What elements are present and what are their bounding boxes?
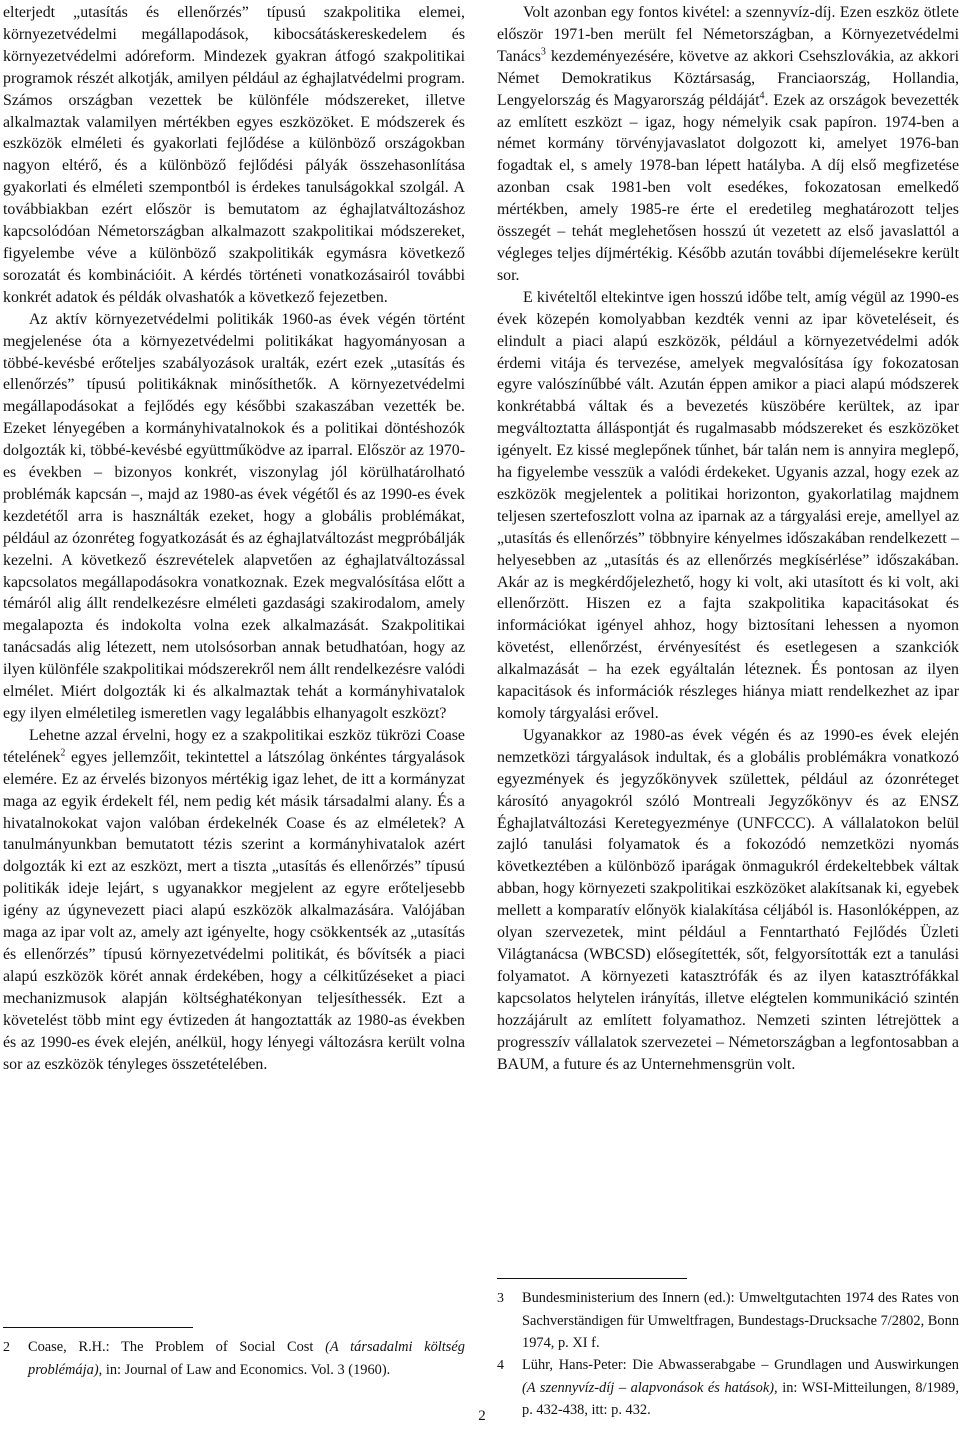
footnote-number: 4 [497,1358,504,1373]
right-column [497,2,959,1075]
footnotes-right [497,1278,959,1421]
footnote-italic-text: (A szennyvíz-díj – alapvonások és hatások) [522,1380,775,1396]
footnote-3 [497,1287,959,1354]
left-column [3,2,465,1075]
footnote-divider [497,1278,687,1279]
paragraph: E kivételtől eltekintve igen hosszú időbe telt, amíg végül az 1990-es évek közepén komolyabban kezdték venni az ipar követeléseit, és elindult a piaci alapú eszközök, például a környezetvédelmi adók érdemi vitája és tervezése, amelyek megvalósítása így fokozatosan egyre valószínűbbé vált. Azután éppen amikor a piaci alapú módszerek konkrétabbá váltak és a bevezetés küszöbére kerültek, az ipar megváltoztatta álláspontját és rugalmasabb módszereket és eszközöket igényelt. Ez kissé meglepőnek tűnhet, bár talán nem is annyira meglepő, ha figyelembe vesszük a valódi érdekeket. Ugyanis azzal, hogy ezek az eszközök megjelentek a politikai horizonton, gyakorlatilag majdnem teljesen szertefoszlott volna az iparnak az a tárgyalási ereje, amellyel az „utasítás és ellenőrzés” többnyire kényelmes időszakában rendelkezett – helyesebben az „utasítás és az ellenőrzés megkísérlése” időszakában. Akár az is megkérdőjelezhető, hogy ki volt, aki utasított és ki volt, aki ellenőrzött. Hiszen ez a fajta szakpolitika kapacitásokat és információkat igényel ahhoz, hogy biztosítani lehessen a nyomon követést, ellenőrzést, érvényesítést és esetlegesen a szankciók alkalmazását – ha ezek egyáltalán léteznek. És pontosan az ilyen kapacitások és információk részleges hiánya miatt rendelkezhet az ipar komoly tárgyalási erővel. [497,288,959,722]
footnote-marker: 2 [60,747,66,759]
paragraph [497,2,959,287]
footnote-text: , in: WSI-Mitteilungen, 8/1989, p. 432-438, itt: p. 432. [522,1380,959,1418]
footnote-4 [497,1354,959,1421]
paragraph-text: Lehetne azzal érvelni, hogy ez a szakpolitikai eszköz tükrözi Coase tételének [3,726,465,766]
footnote-2 [3,1336,465,1381]
paragraph: Az aktív környezetvédelmi politikák 1960-as évek végén történt megjelenése óta a környezetvédelmi politikákat hagyományosan a többé-kevésbé erőteljes szabályozások uralták, ezért ezek „utasítás és ellenőrzés” típusú politikáknak minősíthetők. A környezetvédelmi megállapodásokat a fejlődés egy későbbi szakaszában vezették be. Ezeket lényegében a kormányhivatalnokok és a politikai döntéshozók dolgozták ki, többé-kevésbé együttműködve az iparral. Először az 1970-es években – bizonyos konkrét, viszonylag jól körülhatárolható problémák kapcsán –, majd az 1980-as évek végétől és az 1990-es évek kezdetétől arra is használták ezeket, hogy a globális problémákat, például az ózonréteg fogyatkozását és az éghajlatváltozást megpróbálják kezelni. A következő észrevételek alapvetően az éghajlatváltozással kapcsolatos megállapodásokra vonatkoznak. Ezek megvalósítása előtt a témáról alig állt rendelkezésre elméleti gazdasági szakirodalom, amely megalapozta és indokolta volna ezek alkalmazását. Szakpolitikai tanácsadás alig létezett, nem utolsósorban annak betudhatóan, hogy az ilyen különféle szakpolitikai módszerekről nem állt rendelkezésre valódi elmélet. Miért dolgozták ki és alkalmaztak tehát a kormányhivatalok egy ilyen elméletileg ismeretlen vagy legalábbis elhanyagolt eszközt? [3,310,465,722]
footnote-marker: 3 [540,46,546,58]
footnote-number: 3 [497,1291,504,1306]
footnote-italic-text: (A társadalmi költség problémája) [28,1339,465,1378]
paragraph-text: Volt azonban egy fontos kivétel: a szennyvíz-díj. Ezen eszköz ötlete először 1971-ben merült fel Németországban, a Környezetvédelmi Tanács [497,4,959,65]
footnote-number: 2 [3,1340,10,1355]
paragraph: Ugyanakkor az 1980-as évek végén és az 1990-es évek elején nemzetközi tárgyalások indultak, és a globális problémákra vonatkozó egyezmények és jegyzőkönyvek születtek, például az ózonréteget károsító anyagokról szóló Montreali Jegyzőkönyv és az ENSZ Éghajlatváltozási Keretegyezménye (UNFCCC). A vállalatokon belül zajló tanulási folyamatok és a fokozódó nemzetközi nyomás következtében a különböző iparágak önmagukról érdekeltebbek váltak abban, hogy környezeti szakpolitikai eszközöket alakítsanak ki, egyebek mellett a komparatív előnyök kialakítása céljából is. Hasonlóképpen, az olyan szervezetek, mint például a Fenntartható Fejlődés Üzleti Világtanácsa (WBCSD) elősegítették, sőt, felgyorsították ezt a tanulási folyamatot. A környezeti katasztrófák és az ilyen katasztrófákkal kapcsolatos helytelen irányítás, illetve elégtelen kommunikáció szintén hozzájárult az említett folyamathoz. Nemzeti szinten létrejöttek a progresszív vállalatok szervezetei – Németországban a legfontosabban a BAUM, a future és az Unternehmensgrün volt. [497,726,959,1073]
footnote-marker: 4 [759,90,765,102]
footnote-text: Coase, R.H.: The Problem of Social Cost [28,1339,326,1355]
footnote-text: , in: Journal of Law and Economics. Vol. 3 (1960). [98,1362,391,1378]
footnote-divider [3,1327,193,1328]
footnotes-left [3,1327,465,1381]
page-number: 2 [478,1408,486,1424]
paragraph [3,725,465,1076]
footnote-text: Lühr, Hans-Peter: Die Abwasserabgabe – Grundlagen und Auswirkungen [522,1357,959,1373]
paragraph-text: . Ezek az országok bevezették az említett eszközt – igaz, hogy némelyik csak papíron. 1974-ben a német kormány törvényjavaslatot dolgozott ki, amelyet 1976-ban fogadtak el, s amely 1978-ban lépett hatályba. A díj első megfizetése azonban csak 1981-ben volt esedékes, fokozatosan emelkedő mértékben, amely 1985-re érte el eredetileg meghatározott teljes összegét – tehát meglehetősen hosszú út vezetett az első javaslattól a végleges teljes díjmértékig. Később azután további díjemelésekre került sor. [497,91,959,284]
footnote-text: Bundesministerium des Innern (ed.): Umweltgutachten 1974 des Rates von Sachverständigen für Umweltfragen, Bundestags-Drucksache 7/2802, Bonn 1974, p. XI f. [522,1290,959,1351]
paragraph-text: kezdeményezésére, követve az akkori Csehszlovákia, az akkori Német Demokratikus Köztársaság, Franciaország, Hollandia, Lengyelország és Magyarország példáját [497,47,959,109]
paragraph-text: egyes jellemzőit, tekintettel a látszólag önkéntes tárgyalások elemére. Ez az érvelés bizonyos mértékig igaz lehet, de itt a kormányzat maga az egyik érdekelt fél, nem pedig két másik társadalmi alany. És a hivatalnokokat vajon valóban érdekelnék Coase és az elméletek? A tanulmányunkban bemutatott tézis szerint a kormányhivatalok azért dolgozták ki ezt az eszközt, mert a tiszta „utasítás és ellenőrzés” típusú politikák ideje lejárt, s ugyanakkor megjelent az egyre erőteljesebb igény az úgynevezett piaci alapú eszközök alkalmazására. Valójában maga az ipar volt az, amely azt igényelte, hogy csökkentsék az „utasítás és ellenőrzés” típusú környezetvédelmi politikát, és bővítsék a piaci alapú eszközök körét annak érdekében, hogy a célkitűzéseket a piaci mechanizmusok alapján költséghatékonyan teljesíthessék. Ezt a követelést több mint egy évtizeden át hangoztatták az 1980-as években és az 1990-es évek elején, anélkül, hogy lényegi változásra került volna sor az eszközök tényleges összetételében. [3,748,465,1073]
paragraph: elterjedt „utasítás és ellenőrzés” típusú szakpolitika elemei, környezetvédelmi megállapodások, kibocsátáskereskedelem és környezetvédelmi adóreform. Mindezek gyakran átfogó szakpolitikai programok részét alkotják, amilyen például az éghajlatvédelmi program. Számos országban vezettek be különféle módszereket, illetve alkalmaztak valamilyen mértékben egyes eszközöket. E módszerek és eszközök elméleti és gyakorlati fejlődése a különböző országokban nagyon eltérő, és a különböző fejlődési pályák összehasonlítása gyakorlati és elméleti szempontból is érdekes tanulságokkal szolgál. A továbbiakban ezért először is bemutatom az éghajlatváltozáshoz kapcsolódóan Németországban alkalmazott szakpolitikai módszereket, figyelembe véve a különböző szakpolitikák egymásra következő sorozatát és kombinációit. A kérdés történeti vonatkozásairól további konkrét adatok és példák olvashatók a következő fejezetben. [3,4,465,306]
